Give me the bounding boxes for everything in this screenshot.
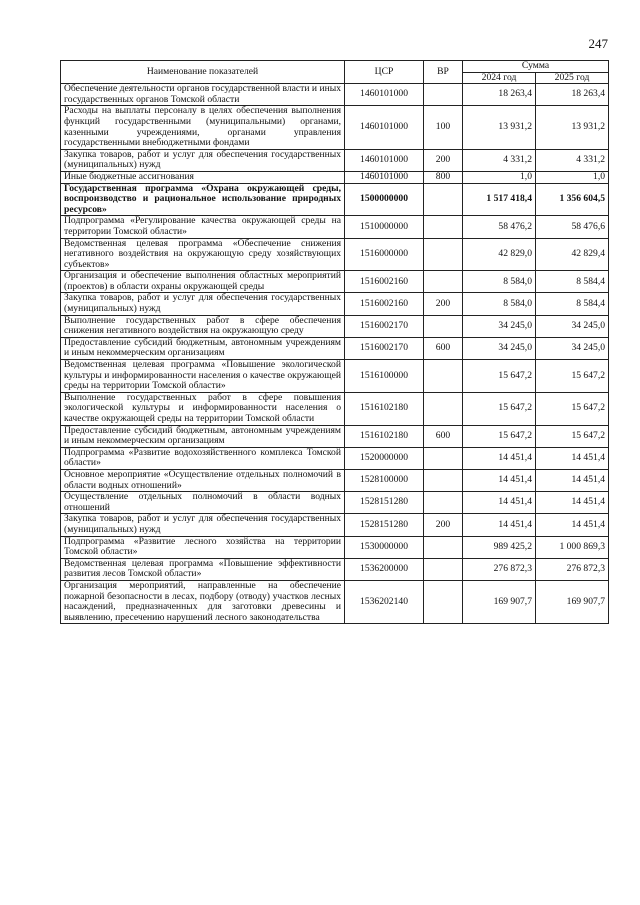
- row-csr-cell: 1528100000: [345, 469, 424, 491]
- row-vr-cell: 200: [424, 514, 463, 536]
- table-row: [61, 183, 609, 216]
- row-sum-2025-cell: 8 584,4: [536, 293, 609, 315]
- row-sum-2024-cell: 169 907,7: [463, 580, 536, 623]
- row-name-cell: Закупка товаров, работ и услуг для обеспечения государственных (муниципальных) нужд: [61, 149, 345, 171]
- row-csr-cell: 1520000000: [345, 447, 424, 469]
- row-sum-2024-cell: 15 647,2: [463, 425, 536, 447]
- row-csr-cell: 1536202140: [345, 580, 424, 623]
- row-sum-2024-cell: 1,0: [463, 171, 536, 183]
- table-row: [61, 216, 609, 238]
- row-csr-cell: 1516100000: [345, 360, 424, 393]
- row-sum-2025-cell: 15 647,2: [536, 360, 609, 393]
- row-vr-cell: [424, 558, 463, 580]
- row-sum-2024-cell: 989 425,2: [463, 536, 536, 558]
- table-row: [61, 106, 609, 149]
- row-vr-cell: 200: [424, 149, 463, 171]
- table-row: [61, 271, 609, 293]
- table-body: [61, 84, 609, 624]
- row-csr-cell: 1460101000: [345, 171, 424, 183]
- row-sum-2024-cell: 42 829,0: [463, 238, 536, 271]
- header-year-2024: 2024 год: [463, 72, 536, 84]
- row-sum-2024-cell: 18 263,4: [463, 84, 536, 106]
- row-vr-cell: 100: [424, 106, 463, 149]
- row-sum-2025-cell: 8 584,4: [536, 271, 609, 293]
- row-sum-2025-cell: 14 451,4: [536, 514, 609, 536]
- row-sum-2024-cell: 34 245,0: [463, 315, 536, 337]
- table-row: [61, 149, 609, 171]
- row-csr-cell: 1528151280: [345, 492, 424, 514]
- table-row: [61, 425, 609, 447]
- row-sum-2025-cell: 14 451,4: [536, 492, 609, 514]
- header-sum: Сумма: [463, 61, 609, 73]
- header-vr: ВР: [424, 61, 463, 84]
- row-vr-cell: 800: [424, 171, 463, 183]
- row-sum-2024-cell: 8 584,0: [463, 293, 536, 315]
- row-vr-cell: [424, 580, 463, 623]
- table-row: [61, 171, 609, 183]
- row-name-cell: Основное мероприятие «Осуществление отдельных полномочий в области водных отношений»: [61, 469, 345, 491]
- row-vr-cell: [424, 360, 463, 393]
- row-sum-2025-cell: 14 451,4: [536, 447, 609, 469]
- row-csr-cell: 1516002170: [345, 315, 424, 337]
- row-vr-cell: [424, 392, 463, 425]
- row-csr-cell: 1516002160: [345, 293, 424, 315]
- page-number: 247: [588, 36, 608, 51]
- row-name-cell: Подпрограмма «Регулирование качества окружающей среды на территории Томской области»: [61, 216, 345, 238]
- row-vr-cell: [424, 216, 463, 238]
- table-row: [61, 84, 609, 106]
- row-name-cell: Предоставление субсидий бюджетным, автономным учреждениям и иным некоммерческим организациям: [61, 337, 345, 359]
- row-sum-2024-cell: 14 451,4: [463, 447, 536, 469]
- table-row: [61, 580, 609, 623]
- row-name-cell: Расходы на выплаты персоналу в целях обеспечения выполнения функций государственными (муниципальными) органами, казенными учреждениями, органами управления государственными внебюджетными фондами: [61, 106, 345, 149]
- row-sum-2025-cell: 34 245,0: [536, 315, 609, 337]
- row-sum-2025-cell: 13 931,2: [536, 106, 609, 149]
- budget-table: [60, 60, 609, 624]
- row-csr-cell: 1516000000: [345, 238, 424, 271]
- row-name-cell: Выполнение государственных работ в сфере обеспечения снижения негативного воздействия на окружающую среду: [61, 315, 345, 337]
- row-sum-2024-cell: 34 245,0: [463, 337, 536, 359]
- row-name-cell: Закупка товаров, работ и услуг для обеспечения государственных (муниципальных) нужд: [61, 514, 345, 536]
- row-sum-2025-cell: 58 476,6: [536, 216, 609, 238]
- row-vr-cell: 600: [424, 337, 463, 359]
- table-row: [61, 293, 609, 315]
- table-row: [61, 558, 609, 580]
- row-sum-2025-cell: 1 356 604,5: [536, 183, 609, 216]
- row-csr-cell: 1516002170: [345, 337, 424, 359]
- row-vr-cell: [424, 492, 463, 514]
- row-sum-2025-cell: 276 872,3: [536, 558, 609, 580]
- header-csr: ЦСР: [345, 61, 424, 84]
- row-csr-cell: 1460101000: [345, 84, 424, 106]
- row-vr-cell: [424, 447, 463, 469]
- row-name-cell: Предоставление субсидий бюджетным, автономным учреждениям и иным некоммерческим организациям: [61, 425, 345, 447]
- row-name-cell: Государственная программа «Охрана окружающей среды, воспроизводство и рациональное использование природных ресурсов»: [61, 183, 345, 216]
- row-vr-cell: 600: [424, 425, 463, 447]
- row-sum-2025-cell: 4 331,2: [536, 149, 609, 171]
- row-csr-cell: 1460101000: [345, 106, 424, 149]
- table-row: [61, 536, 609, 558]
- row-sum-2024-cell: 14 451,4: [463, 469, 536, 491]
- table-row: [61, 238, 609, 271]
- row-name-cell: Закупка товаров, работ и услуг для обеспечения государственных (муниципальных) нужд: [61, 293, 345, 315]
- header-name: Наименование показателей: [61, 61, 345, 84]
- table-row: [61, 447, 609, 469]
- row-csr-cell: 1510000000: [345, 216, 424, 238]
- row-sum-2025-cell: 34 245,0: [536, 337, 609, 359]
- row-vr-cell: [424, 183, 463, 216]
- row-sum-2024-cell: 15 647,2: [463, 360, 536, 393]
- row-name-cell: Выполнение государственных работ в сфере повышения экологической культуры и информированности населения о качестве окружающей среды на территории Томской области: [61, 392, 345, 425]
- table-row: [61, 514, 609, 536]
- row-vr-cell: [424, 536, 463, 558]
- row-sum-2025-cell: 1 000 869,3: [536, 536, 609, 558]
- row-csr-cell: 1516002160: [345, 271, 424, 293]
- row-name-cell: Ведомственная целевая программа «Повышение экологической культуры и информированности населения о качестве окружающей среды на территории Томской области»: [61, 360, 345, 393]
- row-csr-cell: 1500000000: [345, 183, 424, 216]
- row-name-cell: Осуществление отдельных полномочий в области водных отношений: [61, 492, 345, 514]
- row-sum-2024-cell: 14 451,4: [463, 492, 536, 514]
- row-name-cell: Организация мероприятий, направленные на обеспечение пожарной безопасности в лесах, подбору (отводу) участков лесных насаждений, предназначенных для заготовки древесины и выявлению, пресечению нарушений лесного законодательства: [61, 580, 345, 623]
- row-name-cell: Подпрограмма «Развитие лесного хозяйства на территории Томской области»: [61, 536, 345, 558]
- row-csr-cell: 1460101000: [345, 149, 424, 171]
- row-csr-cell: 1528151280: [345, 514, 424, 536]
- row-sum-2025-cell: 169 907,7: [536, 580, 609, 623]
- table-header: [61, 61, 609, 84]
- table-row: [61, 492, 609, 514]
- row-sum-2025-cell: 42 829,4: [536, 238, 609, 271]
- row-sum-2024-cell: 14 451,4: [463, 514, 536, 536]
- row-vr-cell: [424, 271, 463, 293]
- row-csr-cell: 1536200000: [345, 558, 424, 580]
- row-sum-2024-cell: 1 517 418,4: [463, 183, 536, 216]
- row-csr-cell: 1516102180: [345, 425, 424, 447]
- table-row: [61, 469, 609, 491]
- row-name-cell: Обеспечение деятельности органов государственной власти и иных государственных органов Томской области: [61, 84, 345, 106]
- table-row: [61, 360, 609, 393]
- row-name-cell: Подпрограмма «Развитие водохозяйственного комплекса Томской области»: [61, 447, 345, 469]
- row-sum-2024-cell: 4 331,2: [463, 149, 536, 171]
- table-row: [61, 337, 609, 359]
- row-name-cell: Ведомственная целевая программа «Обеспечение снижения негативного воздействия на окружающую среду хозяйствующих субъектов»: [61, 238, 345, 271]
- row-vr-cell: [424, 315, 463, 337]
- header-year-2025: 2025 год: [536, 72, 609, 84]
- row-sum-2024-cell: 13 931,2: [463, 106, 536, 149]
- row-sum-2025-cell: 14 451,4: [536, 469, 609, 491]
- row-name-cell: Ведомственная целевая программа «Повышение эффективности развития лесов Томской области»: [61, 558, 345, 580]
- row-csr-cell: 1530000000: [345, 536, 424, 558]
- table-row: [61, 315, 609, 337]
- row-vr-cell: [424, 84, 463, 106]
- row-sum-2024-cell: 58 476,2: [463, 216, 536, 238]
- row-sum-2025-cell: 18 263,4: [536, 84, 609, 106]
- row-sum-2025-cell: 15 647,2: [536, 392, 609, 425]
- row-sum-2024-cell: 8 584,0: [463, 271, 536, 293]
- row-vr-cell: [424, 469, 463, 491]
- row-sum-2024-cell: 276 872,3: [463, 558, 536, 580]
- row-vr-cell: 200: [424, 293, 463, 315]
- row-name-cell: Организация и обеспечение выполнения областных мероприятий (проектов) в области охраны окружающей среды: [61, 271, 345, 293]
- row-sum-2025-cell: 15 647,2: [536, 425, 609, 447]
- row-csr-cell: 1516102180: [345, 392, 424, 425]
- table-row: [61, 392, 609, 425]
- row-sum-2025-cell: 1,0: [536, 171, 609, 183]
- row-vr-cell: [424, 238, 463, 271]
- row-sum-2024-cell: 15 647,2: [463, 392, 536, 425]
- row-name-cell: Иные бюджетные ассигнования: [61, 171, 345, 183]
